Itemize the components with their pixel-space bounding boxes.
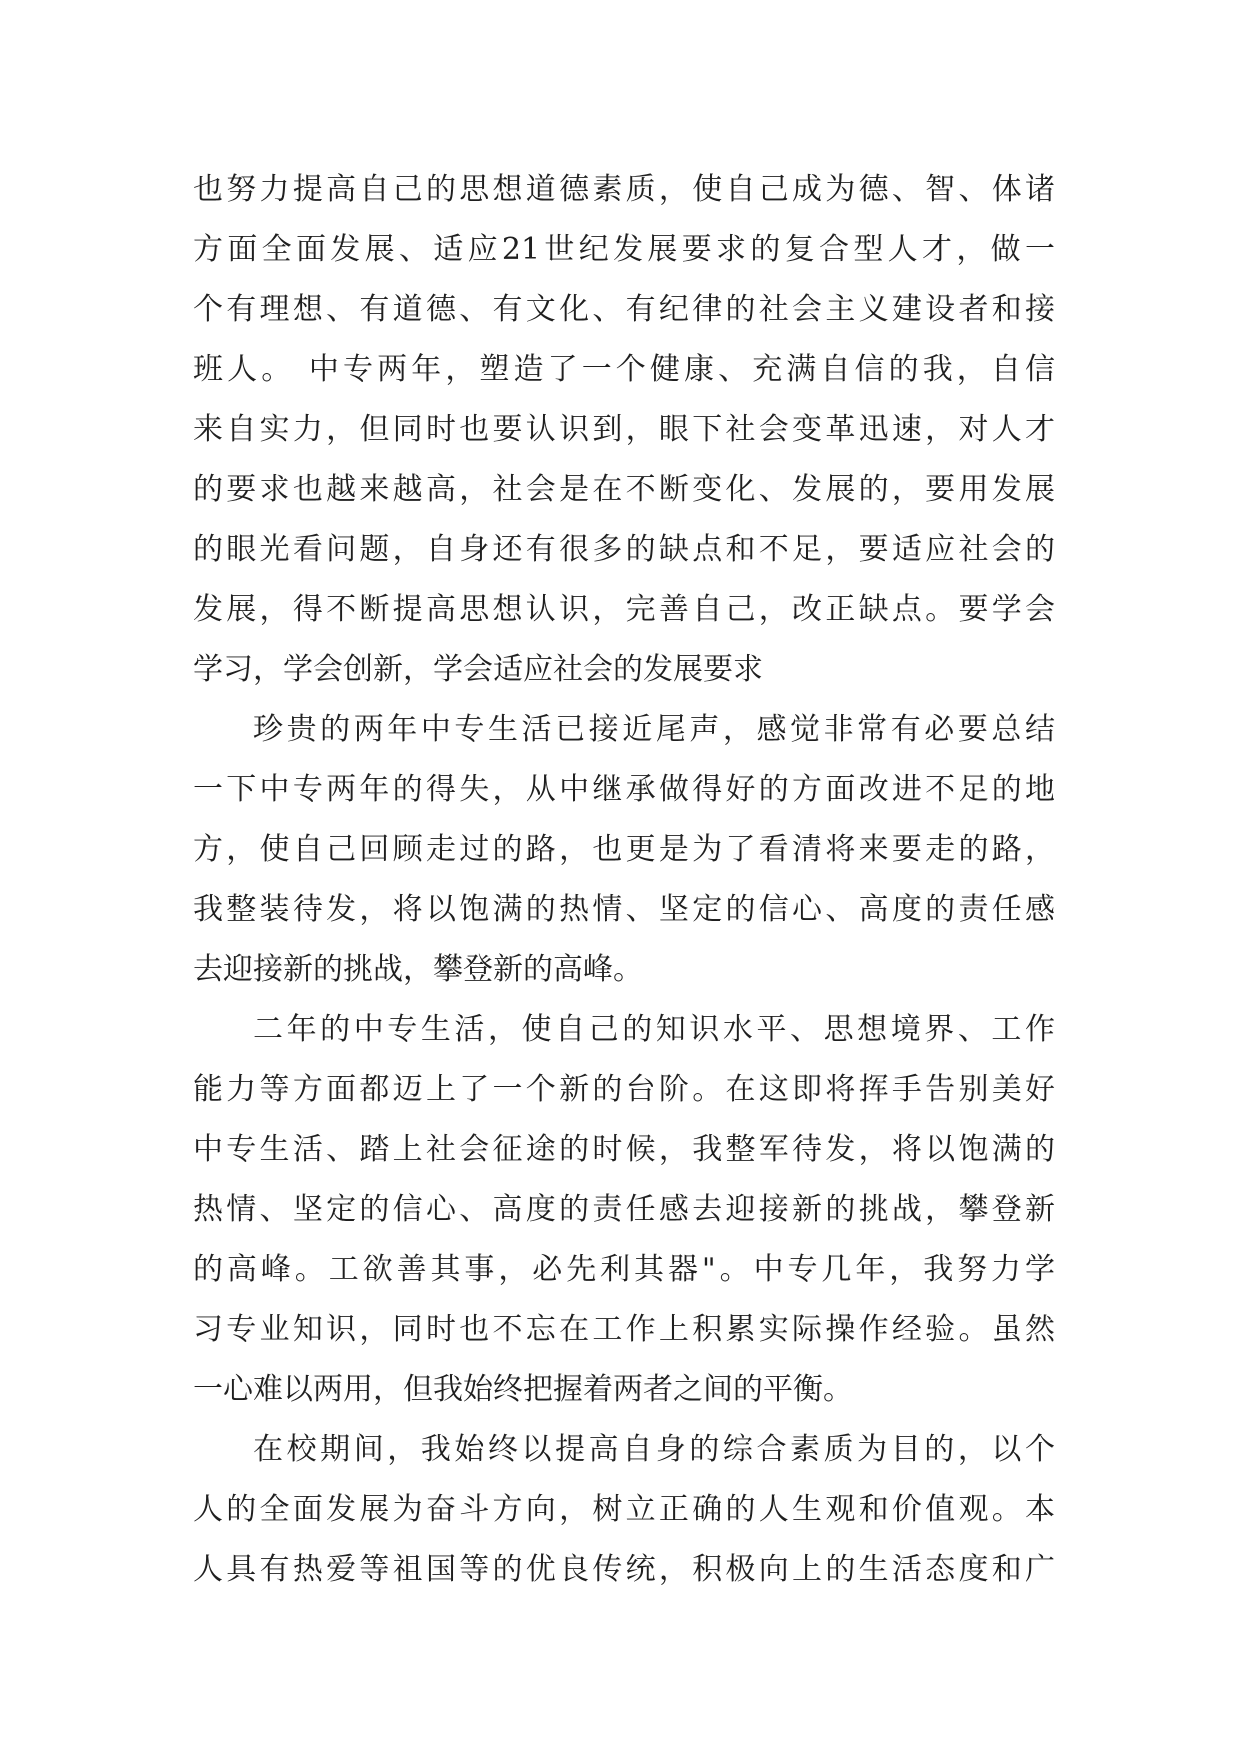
paragraph-2 bbox=[193, 700, 1055, 1000]
text-line: 珍贵的两年中专生活已接近尾声，感觉非常有必要总结 bbox=[253, 712, 1055, 747]
text-line: 中专生活、踏上社会征途的时候，我整军待发，将以饱满的 bbox=[193, 1132, 1055, 1167]
text-line: 人具有热爱等祖国等的优良传统，积极向上的生活态度和广 bbox=[193, 1552, 1055, 1587]
text-line: 去迎接新的挑战，攀登新的高峰。 bbox=[193, 952, 643, 987]
text-line: 也努力提高自己的思想道德素质，使自己成为德、智、体诸 bbox=[193, 172, 1055, 207]
text-line: 习专业知识，同时也不忘在工作上积累实际操作经验。虽然 bbox=[193, 1312, 1055, 1347]
text-line: 二年的中专生活，使自己的知识水平、思想境界、工作 bbox=[253, 1012, 1055, 1047]
text-line: 来自实力，但同时也要认识到，眼下社会变革迅速，对人才 bbox=[193, 412, 1055, 447]
text-line: 方面全面发展、适应21世纪发展要求的复合型人才，做一 bbox=[193, 232, 1055, 267]
text-line: 在校期间，我始终以提高自身的综合素质为目的，以个 bbox=[253, 1432, 1055, 1467]
text-line: 学习，学会创新，学会适应社会的发展要求 bbox=[193, 652, 763, 687]
document-body bbox=[193, 160, 1055, 1600]
text-line: 的眼光看问题，自身还有很多的缺点和不足，要适应社会的 bbox=[193, 532, 1055, 567]
paragraph-4 bbox=[193, 1420, 1055, 1600]
text-line: 一下中专两年的得失，从中继承做得好的方面改进不足的地 bbox=[193, 772, 1055, 807]
text-line: 我整装待发，将以饱满的热情、坚定的信心、高度的责任感 bbox=[193, 892, 1055, 927]
text-line: 的要求也越来越高，社会是在不断变化、发展的，要用发展 bbox=[193, 472, 1055, 507]
paragraph-3 bbox=[193, 1000, 1055, 1420]
text-line: 班人。 中专两年，塑造了一个健康、充满自信的我，自信 bbox=[193, 352, 1055, 387]
text-line: 人的全面发展为奋斗方向，树立正确的人生观和价值观。本 bbox=[193, 1492, 1055, 1527]
text-line: 热情、坚定的信心、高度的责任感去迎接新的挑战，攀登新 bbox=[193, 1192, 1055, 1227]
text-line: 个有理想、有道德、有文化、有纪律的社会主义建设者和接 bbox=[193, 292, 1055, 327]
text-line: 能力等方面都迈上了一个新的台阶。在这即将挥手告别美好 bbox=[193, 1072, 1055, 1107]
text-line: 发展，得不断提高思想认识，完善自己，改正缺点。要学会 bbox=[193, 592, 1055, 627]
paragraph-1 bbox=[193, 160, 1055, 700]
text-line: 的高峰。工欲善其事，必先利其器"。中专几年，我努力学 bbox=[193, 1252, 1055, 1287]
text-line: 方，使自己回顾走过的路，也更是为了看清将来要走的路， bbox=[193, 832, 1055, 867]
text-line: 一心难以两用，但我始终把握着两者之间的平衡。 bbox=[193, 1372, 853, 1407]
